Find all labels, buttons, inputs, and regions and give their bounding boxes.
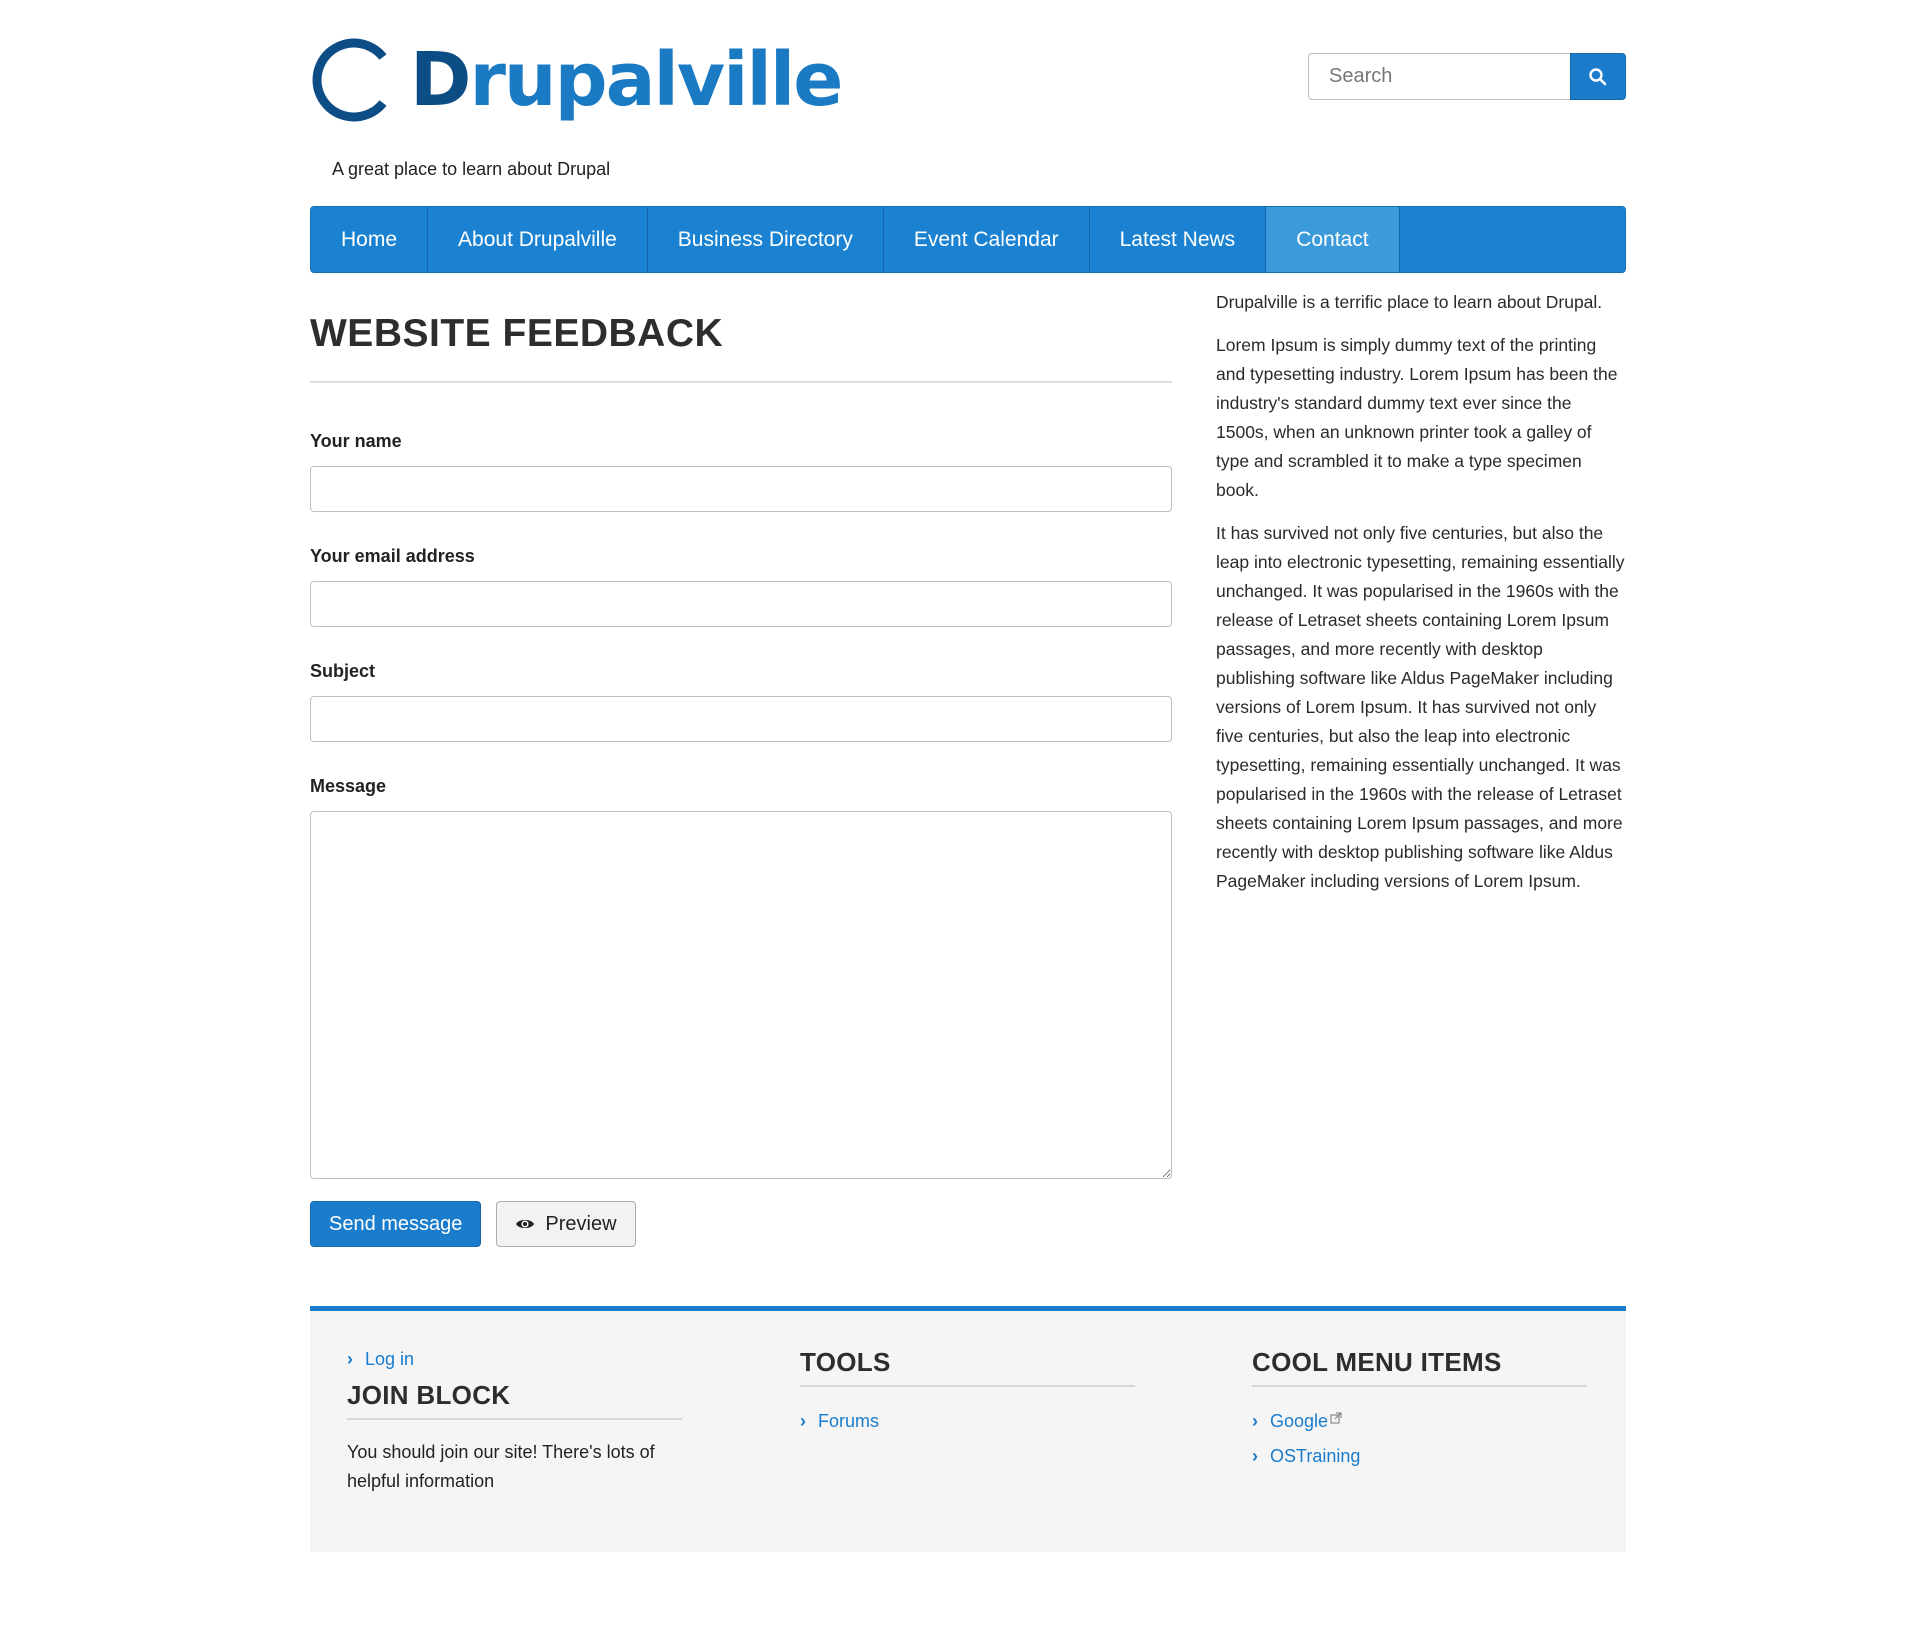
join-block-text: You should join our site! There's lots of helpful information [347, 1442, 655, 1491]
google-link[interactable] [1252, 1411, 1587, 1432]
chevron-right-icon: › [800, 1411, 806, 1431]
subject-input[interactable] [310, 696, 1172, 742]
nav-item-about[interactable]: About Drupalville [428, 207, 648, 272]
site-logo[interactable] [310, 34, 841, 126]
chevron-right-icon: › [347, 1349, 353, 1369]
search-form [1308, 53, 1626, 100]
search-input[interactable] [1308, 53, 1570, 100]
subject-field-group [310, 661, 1172, 742]
form-actions [310, 1201, 1172, 1247]
site-name [410, 37, 842, 123]
preview-label: Preview [545, 1212, 617, 1235]
ostraining-link[interactable] [1252, 1446, 1587, 1467]
sidebar-intro: Drupalville is a terrific place to learn about Drupal. [1216, 292, 1603, 312]
sidebar-paragraph: It has survived not only five centuries, but also the leap into electronic typesetting, remaining essentially unchanged. It was popularised in the 1960s with the release of Letraset sheets containing Lorem Ipsum passages, and more recently with desktop publishing software like Aldus PageMaker including versions of Lorem Ipsum. It has survived not only five centuries, but also the leap into electronic typesetting, remaining essentially unchanged. It was popularised in the 1960s with the release of Letraset sheets containing Lorem Ipsum passages, and more recently with desktop publishing software like Aldus PageMaker including versions of Lorem Ipsum. [1216, 523, 1625, 891]
tools-title: TOOLS [800, 1347, 1135, 1387]
main-content [310, 274, 1172, 1247]
drupal-logo-icon [310, 35, 400, 125]
nav-item-home[interactable]: Home [311, 207, 428, 272]
sidebar-paragraph: Lorem Ipsum is simply dummy text of the printing and typesetting industry. Lorem Ipsum has been the industry's standard dummy text ever since the 1500s, when an unknown printer took a galley of type and scrambled it to make a type specimen book. [1216, 335, 1618, 500]
forums-link-label: Forums [818, 1411, 880, 1431]
main-navigation [310, 206, 1626, 273]
footer-tools-column [800, 1311, 1135, 1432]
nav-item-latest-news[interactable]: Latest News [1090, 207, 1267, 272]
name-field-group [310, 431, 1172, 512]
footer-cool-menu-column [1252, 1311, 1587, 1467]
cool-menu-title: COOL MENU ITEMS [1252, 1347, 1587, 1387]
preview-button[interactable] [496, 1201, 635, 1247]
email-field-group [310, 546, 1172, 627]
subject-label: Subject [310, 661, 376, 681]
search-button[interactable] [1570, 53, 1626, 100]
page-title: WEBSITE FEEDBACK [310, 312, 1172, 383]
footer-join-column [347, 1311, 682, 1496]
chevron-right-icon: › [1252, 1411, 1258, 1431]
login-link[interactable] [347, 1349, 682, 1370]
send-message-button[interactable]: Send message [310, 1201, 481, 1247]
nav-item-event-calendar[interactable]: Event Calendar [884, 207, 1090, 272]
message-textarea[interactable] [310, 811, 1172, 1179]
nav-item-business-directory[interactable]: Business Directory [648, 207, 884, 272]
name-input[interactable] [310, 466, 1172, 512]
forums-link[interactable] [800, 1411, 1135, 1432]
message-field-group [310, 776, 1172, 1179]
sidebar [1216, 288, 1626, 910]
join-block-title: JOIN BLOCK [347, 1380, 682, 1420]
site-name-initial: D [410, 37, 470, 123]
footer [310, 1306, 1626, 1552]
external-link-icon [1330, 1412, 1342, 1424]
site-name-rest: rupalville [469, 37, 842, 123]
google-link-label: Google [1270, 1411, 1329, 1431]
chevron-right-icon: › [1252, 1446, 1258, 1466]
eye-icon [515, 1217, 535, 1231]
email-label: Your email address [310, 546, 475, 566]
nav-item-contact[interactable]: Contact [1266, 207, 1399, 272]
contact-form [310, 431, 1172, 1247]
name-label: Your name [310, 431, 402, 451]
login-link-label: Log in [365, 1349, 415, 1369]
site-slogan: A great place to learn about Drupal [332, 159, 611, 179]
email-input[interactable] [310, 581, 1172, 627]
search-icon [1588, 67, 1608, 87]
message-label: Message [310, 776, 387, 796]
ostraining-link-label: OSTraining [1270, 1446, 1361, 1466]
